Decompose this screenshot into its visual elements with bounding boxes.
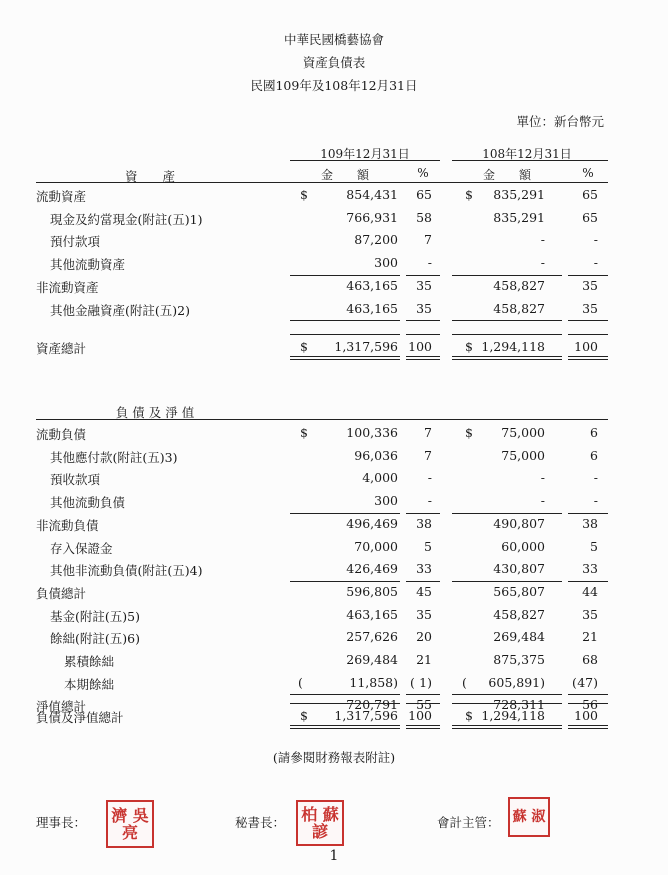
amount-y1: 766,931 [346,209,398,225]
amount-y1: 11,858) [349,674,398,690]
percent-y1: 35 [416,606,432,622]
total-double-rule [290,359,400,360]
percent-y2: 65 [582,209,598,225]
percent-y1: 38 [416,515,432,531]
percent-y1: 7 [424,425,432,440]
dollar-sign: $ [300,187,308,202]
total-percent-y1: 100 [408,339,432,354]
amount-y2: 430,807 [493,561,545,577]
percent-y1: 45 [416,583,432,599]
row-label: 累積餘絀 [64,654,115,669]
assets-section-title: 資 產 [124,169,175,184]
percent-y1: 35 [416,277,432,293]
liab-section-title: 負 債 及 淨 值 [115,405,195,420]
percent-y1: 1) [419,674,432,690]
row-label: 基金(附註(五)5) [50,608,140,624]
dollar-sign: $ [465,187,473,202]
total-percent-y1: 100 [408,708,432,723]
amount-y2: - [540,255,545,271]
year2-rule [452,160,608,161]
total-top-rule [406,334,440,335]
chairman-seal: 濟 吳 亮 [106,800,154,848]
amount-y2: 728,311 [493,697,545,713]
total-amount-y1: 1,317,596 [334,339,398,354]
subtotal-rule [290,581,400,582]
percent-y2: 5 [590,538,598,554]
percent-y2: - [593,255,598,271]
amount-y1: 596,805 [346,583,398,599]
subtotal-rule [452,581,562,582]
header-period: 民國109年及108年12月31日 [250,78,418,93]
amount-y2: 458,827 [493,300,545,316]
amount-y2: 875,375 [493,652,545,667]
liab-header-rule [36,419,608,420]
amount-y1: 300 [374,493,398,509]
subtotal-rule [452,513,562,514]
page-number: 1 [329,848,339,864]
percent-y1: 35 [416,300,432,316]
amount-y1: 720,791 [346,697,398,713]
amount-y1: 100,336 [346,425,398,440]
amount-y2: - [540,470,545,486]
percent-y1: 33 [416,561,432,577]
total-double-rule [406,356,440,357]
assets-header-rule [36,182,608,183]
amount-y2: 835,291 [493,209,545,225]
total-amount-y1: 1,317,596 [334,708,398,723]
total-label: 負債及淨值總計 [36,710,124,725]
total-double-rule [568,725,608,726]
total-double-rule [452,356,562,357]
subtotal-rule [452,694,562,695]
secretary-label: 秘書長： [235,815,286,830]
dollar-sign: $ [465,425,473,440]
amount-y2: 458,827 [493,606,545,622]
total-percent-y2: 100 [574,708,598,723]
subtotal-rule [452,275,562,276]
total-top-rule [290,703,400,704]
total-double-rule [406,359,440,360]
col-year2: 108年12月31日 [482,147,572,161]
amount-y1: 496,469 [346,515,398,531]
percent-y1: 21 [416,652,432,667]
amount-y2: - [540,232,545,248]
row-label: 負債總計 [36,585,87,601]
amount-y1: 70,000 [354,538,398,554]
total-top-rule [290,334,400,335]
percent-y2: 47) [577,674,598,690]
row-label: 餘絀(附註(五)6) [50,631,140,647]
amount-y2: 269,484 [493,629,545,645]
amount-y1: 426,469 [346,561,398,577]
row-label: 現金及約當現金(附註(五)1) [50,211,203,227]
row-label: 流動負債 [36,427,87,442]
total-double-rule [290,725,400,726]
percent-y2: 35 [582,606,598,622]
percent-y2: - [593,470,598,486]
row-label: 非流動資產 [36,279,99,295]
amount-y2: 458,827 [493,277,545,293]
subtotal-rule [452,320,562,321]
total-top-rule [406,703,440,704]
open-paren: ( [410,674,415,690]
percent-y2: 44 [582,583,598,599]
percent-y1: 5 [424,538,432,554]
subtotal-rule [406,581,440,582]
row-label: 其他流動資產 [50,257,126,273]
amount-y2: 75,000 [501,425,545,440]
accountant-label: 會計主管： [437,815,500,830]
row-label: 非流動負債 [36,517,99,533]
percent-y2: 21 [582,629,598,645]
row-label: 淨值總計 [36,699,87,715]
row-label: 流動資產 [36,189,87,204]
subtotal-rule [406,320,440,321]
percent-y2: 35 [582,300,598,316]
col-year1: 109年12月31日 [320,147,410,161]
total-percent-y2: 100 [574,339,598,354]
amount-y1: 87,200 [354,232,398,248]
subtotal-rule [568,694,608,695]
dollar-sign: $ [300,425,308,440]
header-org: 中華民國橋藝協會 [283,32,384,47]
total-double-rule [452,725,562,726]
percent-y1: 58 [416,209,432,225]
total-top-rule [568,703,608,704]
col-percent-2: % [582,166,594,180]
percent-y1: - [427,470,432,486]
amount-y2: 835,291 [493,187,545,202]
total-double-rule [406,725,440,726]
amount-y1: 854,431 [346,187,398,202]
amount-y1: 269,484 [346,652,398,667]
subtotal-rule [290,694,400,695]
total-double-rule [568,359,608,360]
col-amount-1: 金 額 [320,168,369,182]
row-label: 存入保證金 [50,540,113,556]
row-label: 其他流動負債 [50,495,126,511]
percent-y2: 68 [582,652,598,667]
row-label: 預收款項 [50,472,101,488]
percent-y1: 7 [424,232,432,248]
dollar-sign: $ [465,339,473,354]
footnote: (請參閱財務報表附註) [272,750,396,765]
unit-label: 單位：新台幣元 [516,114,604,129]
chairman-label: 理事長： [36,815,87,830]
amount-y1: 463,165 [346,606,398,622]
total-double-rule [568,728,608,729]
percent-y1: 65 [416,187,432,202]
row-label: 其他應付款(附註(五)3) [50,449,178,465]
percent-y1: 55 [416,697,432,713]
total-top-rule [452,334,562,335]
row-label: 本期餘絀 [64,676,115,692]
amount-y2: - [540,493,545,509]
subtotal-rule [406,694,440,695]
percent-y2: 38 [582,515,598,531]
amount-y1: 300 [374,255,398,271]
row-label: 其他金融資產(附註(五)2) [50,302,190,318]
total-double-rule [290,728,400,729]
dollar-sign: $ [300,339,308,354]
amount-y2: 605,891) [488,674,545,690]
open-paren: ( [298,674,303,690]
secretary-seal: 柏 蘇 諺 [296,800,344,846]
subtotal-rule [290,275,400,276]
percent-y1: - [427,255,432,271]
subtotal-rule [290,513,400,514]
percent-y2: - [593,232,598,248]
percent-y1: - [427,493,432,509]
total-double-rule [406,728,440,729]
row-label: 預付款項 [50,234,101,250]
amount-y2: 565,807 [493,583,545,599]
open-paren: ( [462,674,467,690]
year1-rule [290,160,440,161]
subtotal-rule [568,581,608,582]
amount-y2: 60,000 [501,538,545,554]
percent-y1: 7 [424,447,432,463]
subtotal-rule [290,320,400,321]
percent-y2: 35 [582,277,598,293]
header-title: 資產負債表 [302,55,366,70]
subtotal-rule [406,513,440,514]
percent-y2: 33 [582,561,598,577]
dollar-sign: $ [465,708,473,723]
accountant-seal: 蘇 淑 [508,797,550,837]
total-amount-y2: 1,294,118 [481,339,545,354]
amount-y1: 463,165 [346,300,398,316]
percent-y2: 56 [582,697,598,713]
percent-y2: 6 [590,425,598,440]
percent-y2: - [593,493,598,509]
amount-y1: 96,036 [354,447,398,463]
row-label: 其他非流動負債(附註(五)4) [50,563,203,579]
subtotal-rule [406,275,440,276]
subtotal-rule [568,513,608,514]
percent-y1: 20 [416,629,432,645]
total-double-rule [452,359,562,360]
total-double-rule [568,356,608,357]
amount-y2: 490,807 [493,515,545,531]
amount-y2: 75,000 [501,447,545,463]
dollar-sign: $ [300,708,308,723]
total-amount-y2: 1,294,118 [481,708,545,723]
total-top-rule [452,703,562,704]
subtotal-rule [568,320,608,321]
col-percent-1: % [417,166,429,180]
percent-y2: 65 [582,187,598,202]
total-label: 資產總計 [36,341,87,356]
open-paren: ( [572,674,577,690]
amount-y1: 257,626 [346,629,398,645]
amount-y1: 4,000 [362,470,398,486]
total-top-rule [568,334,608,335]
percent-y2: 6 [590,447,598,463]
amount-y1: 463,165 [346,277,398,293]
col-amount-2: 金 額 [482,168,531,182]
subtotal-rule [568,275,608,276]
total-double-rule [452,728,562,729]
total-double-rule [290,356,400,357]
